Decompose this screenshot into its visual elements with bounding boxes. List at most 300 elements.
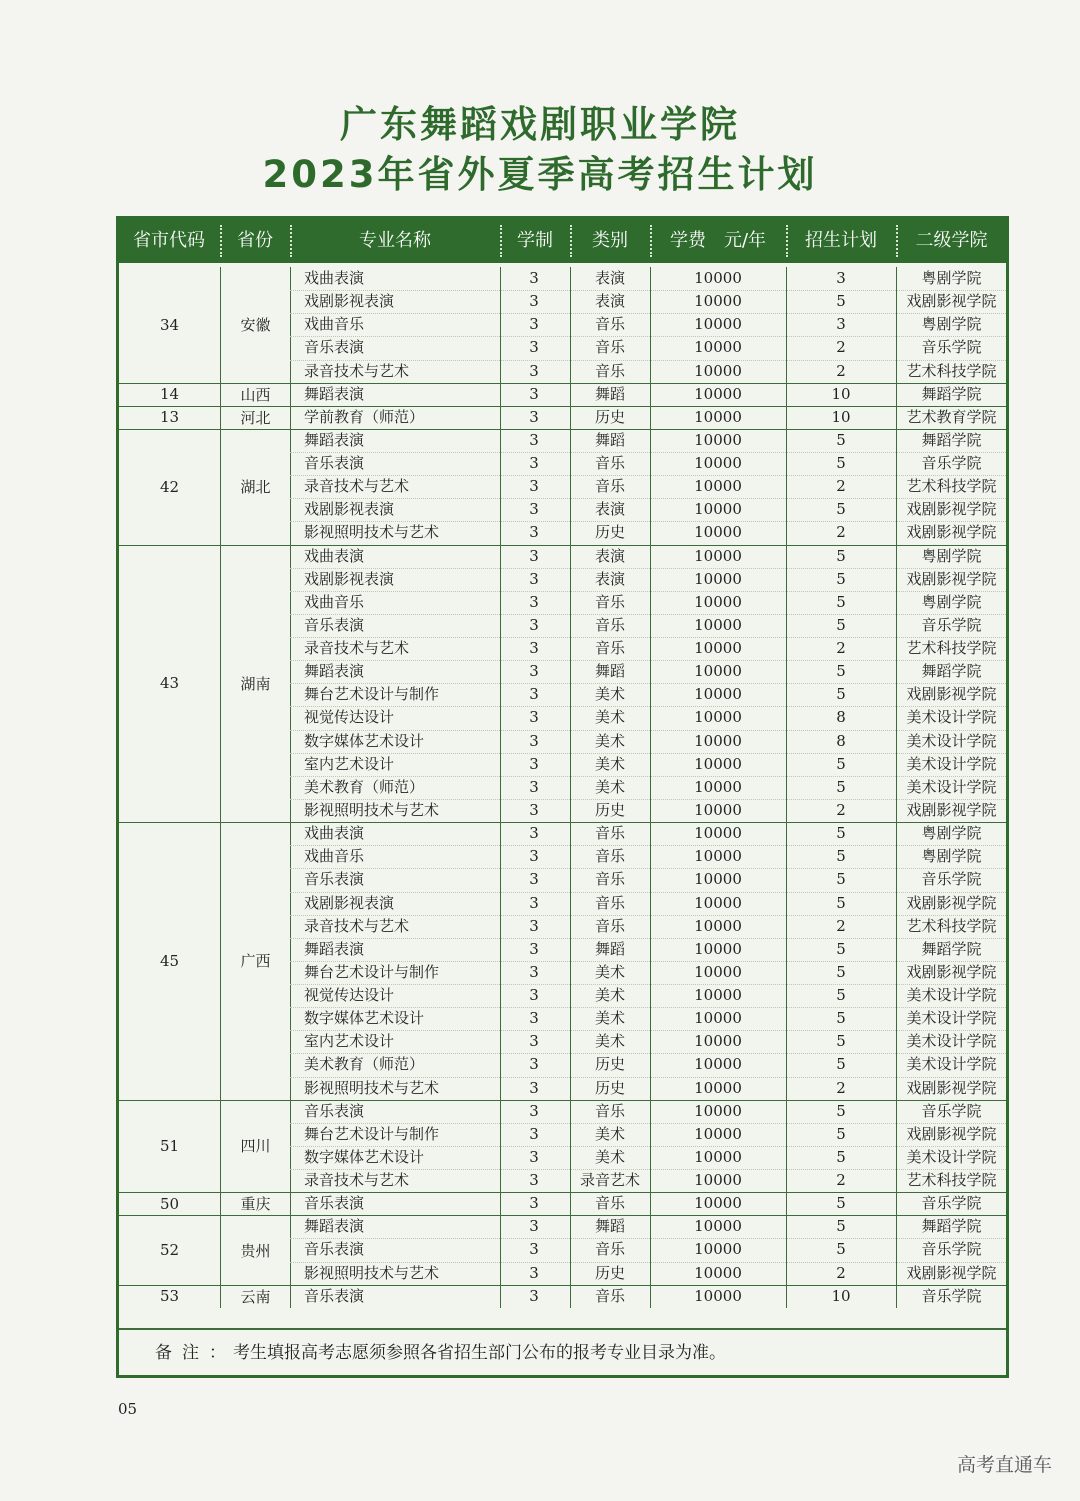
category: 历史 xyxy=(594,1055,625,1074)
tuition-fee: 10000 xyxy=(694,361,742,380)
college-name: 戏剧影视学院 xyxy=(906,893,997,912)
enrollment-plan: 5 xyxy=(836,847,846,866)
college-name: 美术设计学院 xyxy=(906,777,997,796)
college-name: 戏剧影视学院 xyxy=(906,1124,997,1143)
major-name: 舞台艺术设计与制作 xyxy=(304,1124,440,1143)
study-years: 3 xyxy=(529,939,539,958)
row-divider xyxy=(290,660,1006,661)
tuition-fee: 10000 xyxy=(694,523,742,542)
category: 美术 xyxy=(594,1009,625,1028)
enrollment-plan: 10 xyxy=(831,407,851,426)
college-name: 美术设计学院 xyxy=(906,1055,997,1074)
enrollment-plan: 5 xyxy=(836,1124,846,1143)
enrollment-plan: 5 xyxy=(836,870,846,889)
college-name: 戏剧影视学院 xyxy=(906,962,997,981)
category: 历史 xyxy=(594,1078,625,1097)
major-name: 戏剧影视表演 xyxy=(304,569,395,588)
enrollment-plan: 2 xyxy=(836,1171,846,1190)
major-name: 戏曲音乐 xyxy=(304,592,365,611)
tuition-fee: 10000 xyxy=(694,708,742,727)
row-divider xyxy=(290,360,1006,361)
major-name: 音乐表演 xyxy=(304,1101,365,1120)
title-school: 广东舞蹈戏剧职业学院 xyxy=(340,103,740,146)
tuition-fee: 10000 xyxy=(694,777,742,796)
row-divider xyxy=(290,313,1006,314)
enrollment-plan: 2 xyxy=(836,916,846,935)
college-name: 粤剧学院 xyxy=(921,546,982,565)
college-name: 艺术科技学院 xyxy=(906,477,997,496)
study-years: 3 xyxy=(529,1171,539,1190)
study-years: 3 xyxy=(529,477,539,496)
major-name: 室内艺术设计 xyxy=(304,754,395,773)
province-name: 湖北 xyxy=(240,478,271,497)
study-years: 3 xyxy=(529,430,539,449)
category: 音乐 xyxy=(594,893,625,912)
college-name: 戏剧影视学院 xyxy=(906,685,997,704)
major-name: 舞蹈表演 xyxy=(304,662,365,681)
category: 美术 xyxy=(594,962,625,981)
row-divider xyxy=(290,984,1006,985)
tuition-fee: 10000 xyxy=(694,430,742,449)
major-name: 数字媒体艺术设计 xyxy=(304,1009,425,1028)
major-name: 音乐表演 xyxy=(304,338,365,357)
watermark: 高考直通车 xyxy=(956,1454,1052,1476)
category: 美术 xyxy=(594,754,625,773)
study-years: 3 xyxy=(529,824,539,843)
tuition-fee: 10000 xyxy=(694,292,742,311)
province-name: 安徽 xyxy=(240,316,271,335)
enrollment-plan: 5 xyxy=(836,615,846,634)
major-name: 影视照明技术与艺术 xyxy=(304,800,440,819)
major-name: 戏曲音乐 xyxy=(304,847,365,866)
college-name: 粤剧学院 xyxy=(921,824,982,843)
study-years: 3 xyxy=(529,1263,539,1282)
category: 音乐 xyxy=(594,824,625,843)
major-name: 戏剧影视表演 xyxy=(304,500,395,519)
study-years: 3 xyxy=(529,708,539,727)
study-years: 3 xyxy=(529,1147,539,1166)
major-name: 音乐表演 xyxy=(304,1240,365,1259)
college-name: 美术设计学院 xyxy=(906,1032,997,1051)
row-divider xyxy=(290,1053,1006,1054)
row-divider xyxy=(290,1030,1006,1031)
row-divider xyxy=(290,614,1006,615)
enrollment-plan: 5 xyxy=(836,1009,846,1028)
study-years: 3 xyxy=(529,777,539,796)
major-name: 影视照明技术与艺术 xyxy=(304,523,440,542)
row-divider xyxy=(290,915,1006,916)
major-name: 影视照明技术与艺术 xyxy=(304,1263,440,1282)
province-name: 四川 xyxy=(240,1137,271,1156)
tuition-fee: 10000 xyxy=(694,939,742,958)
row-divider xyxy=(290,452,1006,453)
tuition-fee: 10000 xyxy=(694,893,742,912)
category: 舞蹈 xyxy=(594,1217,625,1236)
study-years: 3 xyxy=(529,916,539,935)
major-name: 舞蹈表演 xyxy=(304,939,365,958)
tuition-fee: 10000 xyxy=(694,800,742,819)
college-name: 艺术教育学院 xyxy=(906,407,997,426)
tuition-fee: 10000 xyxy=(694,1101,742,1120)
column-divider xyxy=(290,267,291,1308)
enrollment-plan: 5 xyxy=(836,454,846,473)
row-divider xyxy=(290,498,1006,499)
study-years: 3 xyxy=(529,1032,539,1051)
college-name: 美术设计学院 xyxy=(906,1009,997,1028)
study-years: 3 xyxy=(529,731,539,750)
tuition-fee: 10000 xyxy=(694,1286,742,1305)
college-name: 音乐学院 xyxy=(921,1194,982,1213)
header-code: 省市代码 xyxy=(133,230,205,251)
enrollment-plan: 5 xyxy=(836,1217,846,1236)
category: 美术 xyxy=(594,685,625,704)
header-province: 省份 xyxy=(237,230,273,251)
tuition-fee: 10000 xyxy=(694,639,742,658)
header-fee: 学费 元/年 xyxy=(669,230,767,251)
table-body xyxy=(119,267,1006,1308)
enrollment-plan: 2 xyxy=(836,477,846,496)
study-years: 3 xyxy=(529,1101,539,1120)
study-years: 3 xyxy=(529,847,539,866)
college-name: 美术设计学院 xyxy=(906,731,997,750)
row-divider xyxy=(290,868,1006,869)
category: 美术 xyxy=(594,1124,625,1143)
tuition-fee: 10000 xyxy=(694,338,742,357)
row-divider xyxy=(290,1262,1006,1263)
study-years: 3 xyxy=(529,1009,539,1028)
enrollment-plan: 2 xyxy=(836,1263,846,1282)
enrollment-plan: 5 xyxy=(836,292,846,311)
college-name: 戏剧影视学院 xyxy=(906,1263,997,1282)
category: 舞蹈 xyxy=(594,939,625,958)
enrollment-plan: 2 xyxy=(836,1078,846,1097)
study-years: 3 xyxy=(529,523,539,542)
category: 音乐 xyxy=(594,1101,625,1120)
major-name: 影视照明技术与艺术 xyxy=(304,1078,440,1097)
major-name: 戏曲表演 xyxy=(304,546,365,565)
province-code: 43 xyxy=(159,674,180,693)
category: 表演 xyxy=(594,500,625,519)
tuition-fee: 10000 xyxy=(694,546,742,565)
tuition-fee: 10000 xyxy=(694,1217,742,1236)
college-name: 舞蹈学院 xyxy=(921,939,982,958)
category: 音乐 xyxy=(594,615,625,634)
remark-text: 考生填报高考志愿须参照各省招生部门公布的报考专业目录为准。 xyxy=(233,1343,726,1363)
major-name: 音乐表演 xyxy=(304,1194,365,1213)
college-name: 粤剧学院 xyxy=(921,592,982,611)
row-divider xyxy=(290,892,1006,893)
college-name: 粤剧学院 xyxy=(921,315,982,334)
college-name: 音乐学院 xyxy=(921,1101,982,1120)
page-number: 05 xyxy=(118,1400,138,1418)
college-name: 美术设计学院 xyxy=(906,754,997,773)
category: 表演 xyxy=(594,569,625,588)
province-name: 广西 xyxy=(240,952,271,971)
category: 美术 xyxy=(594,1147,625,1166)
study-years: 3 xyxy=(529,407,539,426)
province-code: 14 xyxy=(159,385,180,404)
college-name: 舞蹈学院 xyxy=(921,662,982,681)
row-divider xyxy=(290,961,1006,962)
row-divider xyxy=(290,1007,1006,1008)
category: 音乐 xyxy=(594,1194,625,1213)
header-category: 类别 xyxy=(592,230,628,251)
major-name: 学前教育（师范） xyxy=(304,407,425,426)
row-divider xyxy=(290,799,1006,800)
row-divider xyxy=(290,753,1006,754)
study-years: 3 xyxy=(529,662,539,681)
enrollment-plan: 5 xyxy=(836,962,846,981)
province-name: 云南 xyxy=(240,1287,271,1306)
tuition-fee: 10000 xyxy=(694,685,742,704)
college-name: 粤剧学院 xyxy=(921,269,982,287)
province-code: 50 xyxy=(159,1194,180,1213)
enrollment-plan: 5 xyxy=(836,1055,846,1074)
category: 表演 xyxy=(594,292,625,311)
enrollment-plan: 5 xyxy=(836,986,846,1005)
college-name: 音乐学院 xyxy=(921,870,982,889)
row-divider xyxy=(290,1077,1006,1078)
major-name: 录音技术与艺术 xyxy=(304,361,410,380)
enrollment-plan: 2 xyxy=(836,523,846,542)
major-name: 室内艺术设计 xyxy=(304,1032,395,1051)
college-name: 戏剧影视学院 xyxy=(906,500,997,519)
header-college: 二级学院 xyxy=(915,230,988,251)
major-name: 戏曲表演 xyxy=(304,824,365,843)
province-name: 河北 xyxy=(240,408,271,427)
tuition-fee: 10000 xyxy=(694,1124,742,1143)
study-years: 3 xyxy=(529,546,539,565)
major-name: 舞蹈表演 xyxy=(304,1217,365,1236)
study-years: 3 xyxy=(529,361,539,380)
enrollment-plan: 5 xyxy=(836,754,846,773)
study-years: 3 xyxy=(529,1078,539,1097)
province-code: 53 xyxy=(159,1287,180,1306)
study-years: 3 xyxy=(529,893,539,912)
row-divider xyxy=(290,1123,1006,1124)
college-name: 舞蹈学院 xyxy=(921,430,982,449)
remark-label: 备注： xyxy=(155,1343,236,1363)
study-years: 3 xyxy=(529,1286,539,1305)
row-divider xyxy=(290,637,1006,638)
enrollment-plan: 5 xyxy=(836,546,846,565)
category: 音乐 xyxy=(594,361,625,380)
row-divider xyxy=(290,521,1006,522)
study-years: 3 xyxy=(529,592,539,611)
tuition-fee: 10000 xyxy=(694,1055,742,1074)
college-name: 戏剧影视学院 xyxy=(906,523,997,542)
major-name: 音乐表演 xyxy=(304,1286,365,1305)
major-name: 舞台艺术设计与制作 xyxy=(304,962,440,981)
enrollment-plan: 2 xyxy=(836,639,846,658)
province-code: 52 xyxy=(159,1241,180,1260)
enrollment-plan: 2 xyxy=(836,800,846,819)
enrollment-plan: 5 xyxy=(836,662,846,681)
category: 音乐 xyxy=(594,454,625,473)
major-name: 视觉传达设计 xyxy=(304,708,395,727)
tuition-fee: 10000 xyxy=(694,916,742,935)
major-name: 录音技术与艺术 xyxy=(304,639,410,658)
enrollment-plan: 5 xyxy=(836,592,846,611)
enrollment-plan: 2 xyxy=(836,338,846,357)
tuition-fee: 10000 xyxy=(694,731,742,750)
header-major: 专业名称 xyxy=(359,230,431,251)
major-name: 数字媒体艺术设计 xyxy=(304,731,425,750)
major-name: 音乐表演 xyxy=(304,615,365,634)
province-name: 重庆 xyxy=(240,1195,271,1214)
major-name: 录音技术与艺术 xyxy=(304,477,410,496)
tuition-fee: 10000 xyxy=(694,315,742,334)
enrollment-plan: 5 xyxy=(836,569,846,588)
category: 美术 xyxy=(594,708,625,727)
college-name: 音乐学院 xyxy=(921,454,982,473)
page-title xyxy=(0,100,1080,200)
tuition-fee: 10000 xyxy=(694,592,742,611)
category: 舞蹈 xyxy=(594,662,625,681)
province-name: 湖南 xyxy=(240,674,271,693)
college-name: 戏剧影视学院 xyxy=(906,292,997,311)
row-divider xyxy=(290,845,1006,846)
category: 历史 xyxy=(594,1263,625,1282)
study-years: 3 xyxy=(529,685,539,704)
tuition-fee: 10000 xyxy=(694,824,742,843)
enrollment-plan: 5 xyxy=(836,824,846,843)
study-years: 3 xyxy=(529,500,539,519)
major-name: 舞蹈表演 xyxy=(304,384,365,403)
enrollment-plan: 5 xyxy=(836,1032,846,1051)
tuition-fee: 10000 xyxy=(694,986,742,1005)
category: 舞蹈 xyxy=(594,384,625,403)
college-name: 艺术科技学院 xyxy=(906,639,997,658)
college-name: 舞蹈学院 xyxy=(921,1217,982,1236)
province-code: 34 xyxy=(159,315,180,334)
study-years: 3 xyxy=(529,338,539,357)
enrollment-plan: 5 xyxy=(836,685,846,704)
category: 音乐 xyxy=(594,847,625,866)
enrollment-plan: 5 xyxy=(836,500,846,519)
enrollment-plan: 5 xyxy=(836,893,846,912)
college-name: 美术设计学院 xyxy=(906,986,997,1005)
header-years: 学制 xyxy=(517,230,553,251)
college-name: 舞蹈学院 xyxy=(921,384,982,403)
province-code: 51 xyxy=(159,1136,180,1155)
college-name: 音乐学院 xyxy=(921,1240,982,1259)
row-divider xyxy=(290,290,1006,291)
college-name: 音乐学院 xyxy=(921,338,982,357)
enrollment-plan: 10 xyxy=(831,384,851,403)
tuition-fee: 10000 xyxy=(694,500,742,519)
college-name: 艺术科技学院 xyxy=(906,1171,997,1190)
enrollment-plan: 5 xyxy=(836,777,846,796)
category: 美术 xyxy=(594,1032,625,1051)
study-years: 3 xyxy=(529,615,539,634)
study-years: 3 xyxy=(529,754,539,773)
tuition-fee: 10000 xyxy=(694,1240,742,1259)
study-years: 3 xyxy=(529,569,539,588)
category: 音乐 xyxy=(594,916,625,935)
study-years: 3 xyxy=(529,1124,539,1143)
category: 音乐 xyxy=(594,477,625,496)
province-code: 45 xyxy=(159,951,180,970)
study-years: 3 xyxy=(529,1055,539,1074)
row-divider xyxy=(290,683,1006,684)
tuition-fee: 10000 xyxy=(694,754,742,773)
row-divider xyxy=(290,938,1006,939)
tuition-fee: 10000 xyxy=(694,1078,742,1097)
major-name: 戏剧影视表演 xyxy=(304,893,395,912)
tuition-fee: 10000 xyxy=(694,1009,742,1028)
tuition-fee: 10000 xyxy=(694,569,742,588)
row-divider xyxy=(290,1146,1006,1147)
tuition-fee: 10000 xyxy=(694,477,742,496)
tuition-fee: 10000 xyxy=(694,1171,742,1190)
enrollment-plan: 3 xyxy=(836,315,846,334)
tuition-fee: 10000 xyxy=(694,615,742,634)
study-years: 3 xyxy=(529,1217,539,1236)
study-years: 3 xyxy=(529,870,539,889)
column-divider xyxy=(786,267,787,1308)
title-plan: 2023年省外夏季高考招生计划 xyxy=(262,153,818,196)
category: 音乐 xyxy=(594,1240,625,1259)
tuition-fee: 10000 xyxy=(694,847,742,866)
college-name: 音乐学院 xyxy=(921,1286,982,1305)
category: 美术 xyxy=(594,777,625,796)
category: 历史 xyxy=(594,523,625,542)
province-code: 13 xyxy=(159,408,180,427)
category: 历史 xyxy=(594,800,625,819)
category: 音乐 xyxy=(594,315,625,334)
admission-plan-table xyxy=(116,216,1009,1378)
enrollment-plan: 5 xyxy=(836,939,846,958)
major-name: 戏曲音乐 xyxy=(304,315,365,334)
enrollment-plan: 8 xyxy=(836,708,846,727)
category: 美术 xyxy=(594,986,625,1005)
table-header xyxy=(119,219,1006,263)
tuition-fee: 10000 xyxy=(694,1032,742,1051)
major-name: 戏曲表演 xyxy=(304,269,365,287)
tuition-fee: 10000 xyxy=(694,384,742,403)
study-years: 3 xyxy=(529,962,539,981)
major-name: 音乐表演 xyxy=(304,870,365,889)
category: 美术 xyxy=(594,731,625,750)
study-years: 3 xyxy=(529,1194,539,1213)
tuition-fee: 10000 xyxy=(694,1194,742,1213)
row-divider xyxy=(290,336,1006,337)
major-name: 戏剧影视表演 xyxy=(304,292,395,311)
study-years: 3 xyxy=(529,292,539,311)
tuition-fee: 10000 xyxy=(694,407,742,426)
row-divider xyxy=(290,706,1006,707)
major-name: 录音技术与艺术 xyxy=(304,1171,410,1190)
category: 舞蹈 xyxy=(594,430,625,449)
major-name: 美术教育（师范） xyxy=(304,777,425,796)
province-code: 42 xyxy=(159,477,180,496)
college-name: 粤剧学院 xyxy=(921,847,982,866)
enrollment-plan: 3 xyxy=(836,269,846,287)
province-name: 山西 xyxy=(240,385,271,404)
enrollment-plan: 5 xyxy=(836,1194,846,1213)
major-name: 美术教育（师范） xyxy=(304,1055,425,1074)
category: 表演 xyxy=(594,546,625,565)
college-name: 音乐学院 xyxy=(921,615,982,634)
row-divider xyxy=(290,776,1006,777)
row-divider xyxy=(290,730,1006,731)
study-years: 3 xyxy=(529,800,539,819)
header-plan: 招生计划 xyxy=(805,230,877,251)
province-name: 贵州 xyxy=(240,1241,271,1260)
major-name: 舞蹈表演 xyxy=(304,430,365,449)
tuition-fee: 10000 xyxy=(694,962,742,981)
